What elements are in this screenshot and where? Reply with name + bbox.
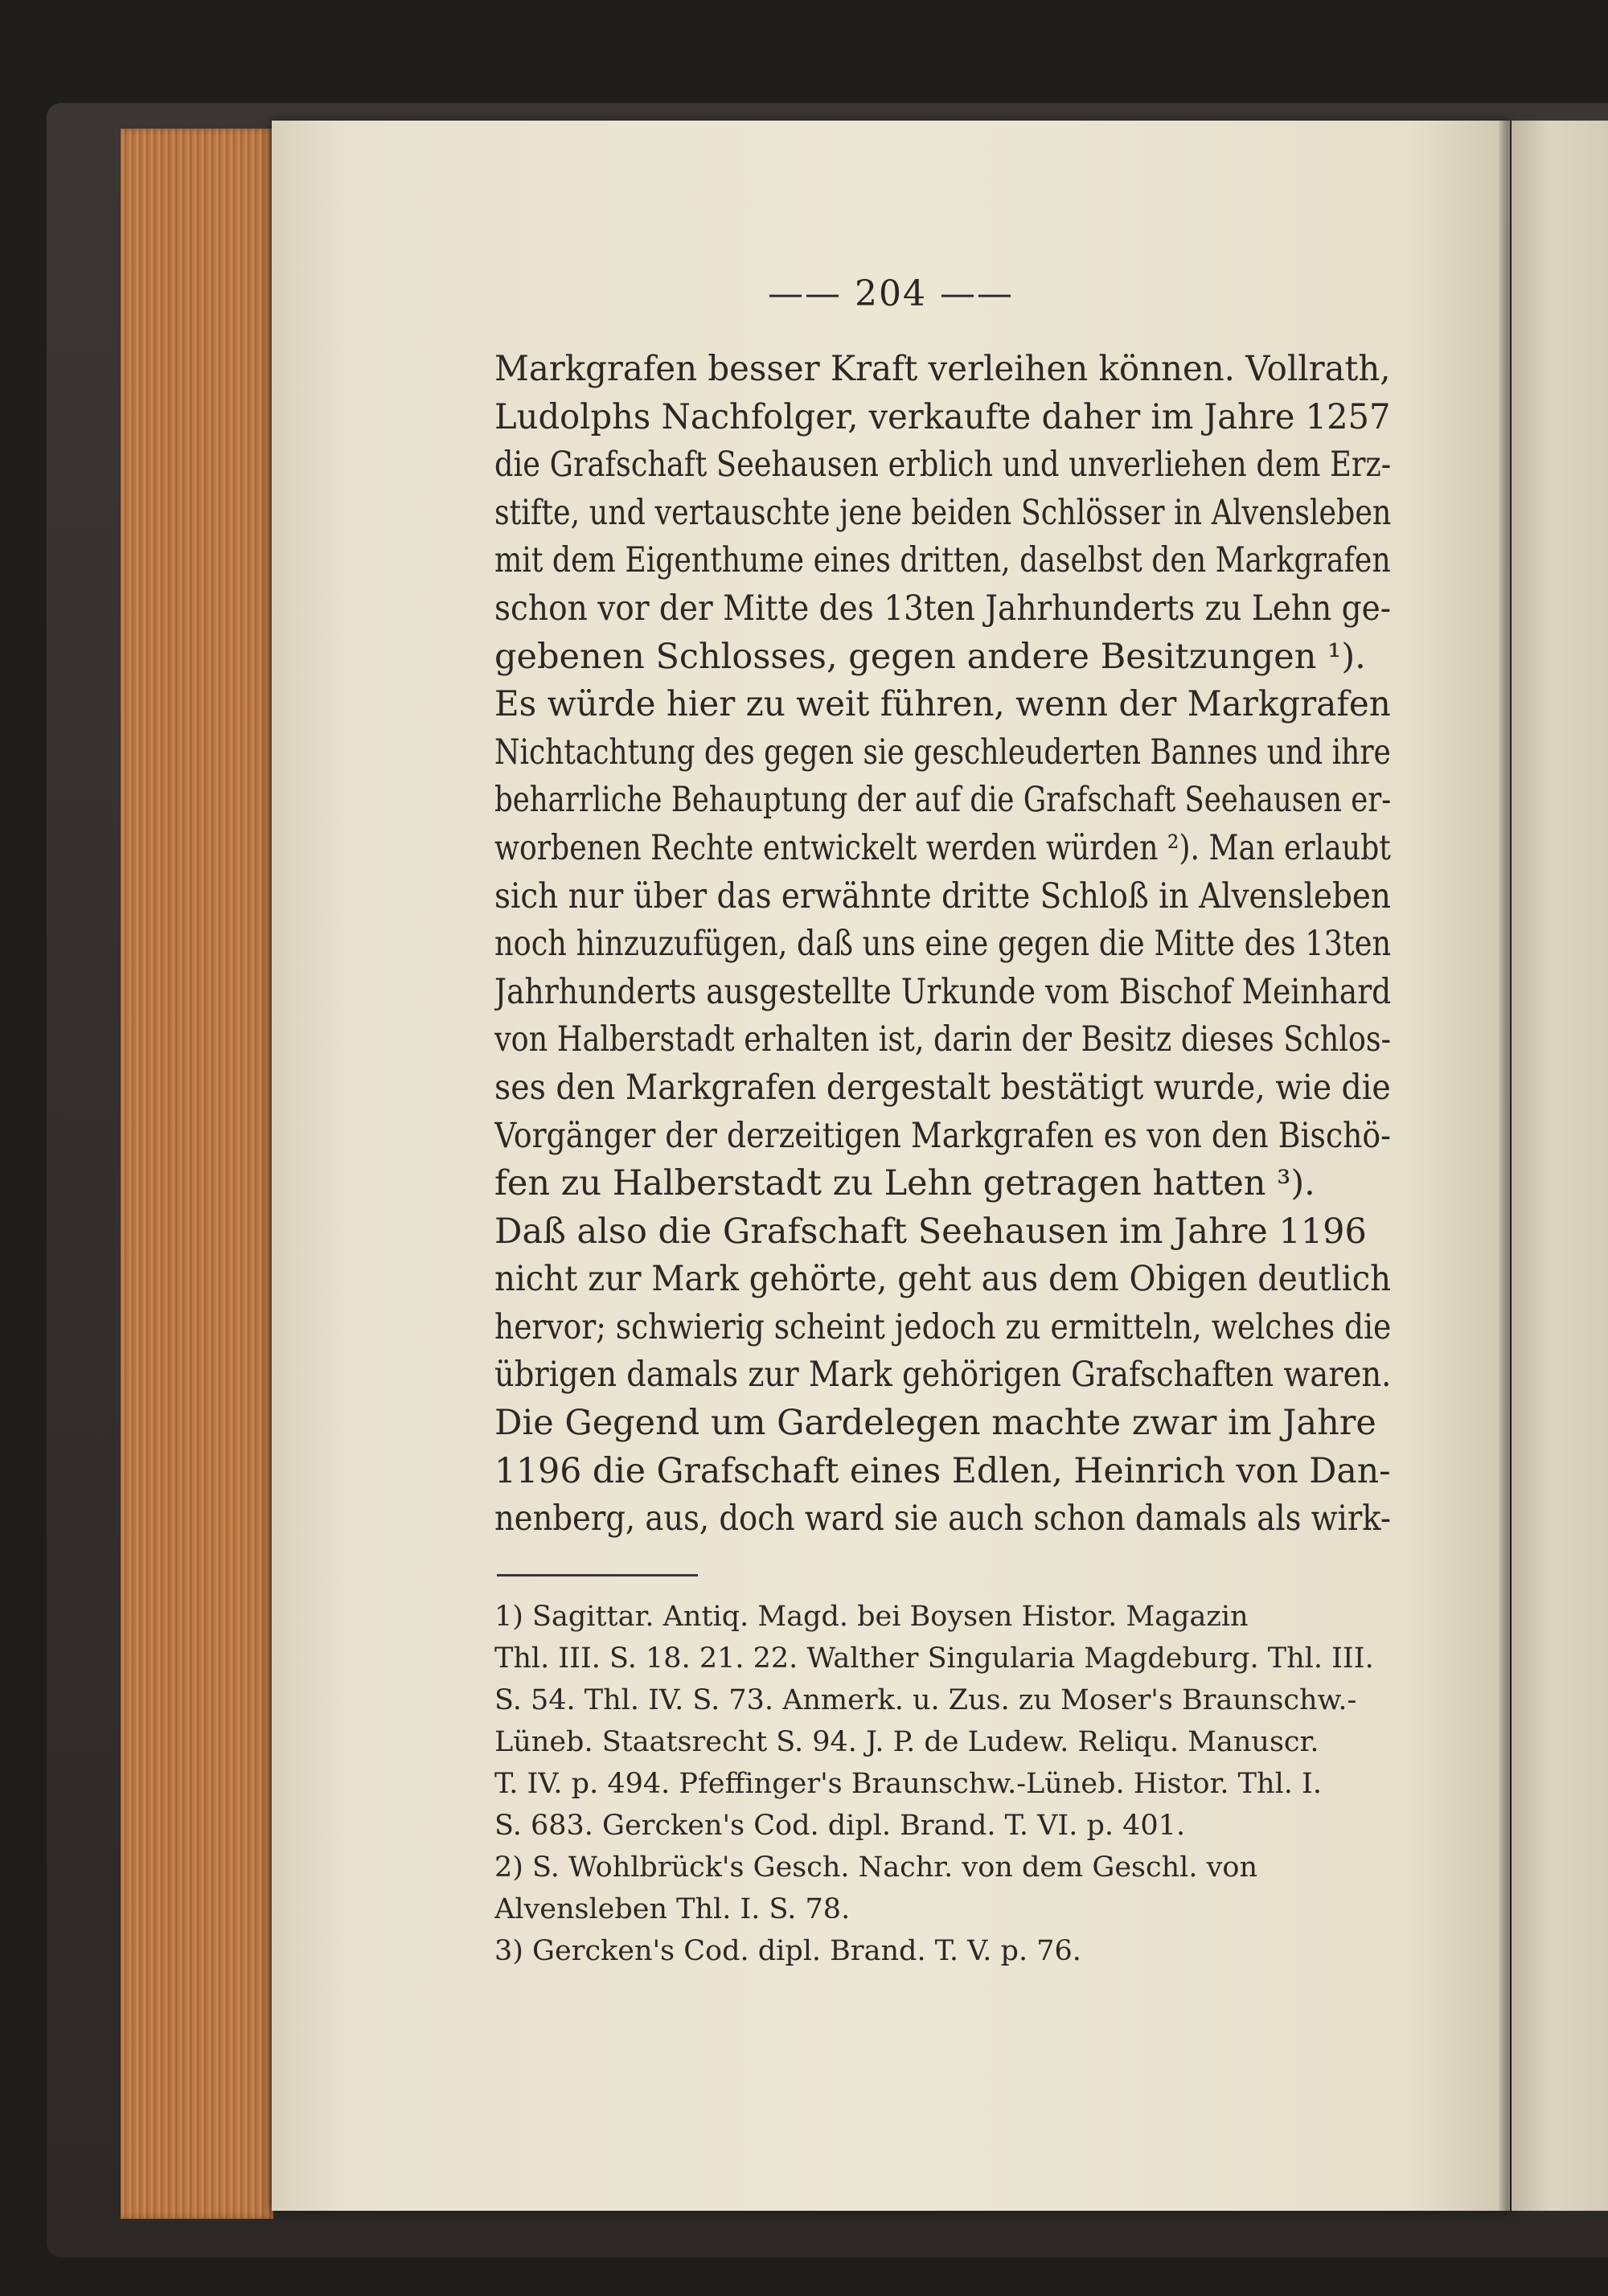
text-line: nicht zur Mark gehörte, geht aus dem Obigen deutlich: [494, 1259, 1391, 1300]
text-line: die Grafschaft Seehausen erblich und unverliehen dem Erz-: [494, 445, 1391, 486]
text-line: fen zu Halberstadt zu Lehn getragen hatten ³).: [494, 1163, 1315, 1204]
page-number: [272, 273, 1510, 314]
text-line: von Halberstadt erhalten ist, darin der Besitz dieses Schlos-: [494, 1019, 1391, 1060]
text-line: Nichtachtung des gegen sie geschleuderten Bannes und ihre: [494, 732, 1391, 773]
text-line: ses den Markgrafen dergestalt bestätigt wurde, wie die: [494, 1067, 1391, 1108]
text-line: nenberg, aus, doch ward sie auch schon damals als wirk-: [494, 1499, 1391, 1540]
text-line: mit dem Eigenthume eines dritten, daselbst den Markgrafen: [494, 540, 1391, 581]
text-line: schon vor der Mitte des 13ten Jahrhunderts zu Lehn ge-: [494, 588, 1391, 629]
page-number-dash-right: ——: [939, 273, 1014, 314]
facing-page: [1512, 121, 1608, 2211]
page-edges: [121, 129, 273, 2219]
footnote-line: 3) Gercken's Cod. dipl. Brand. T. V. p. 76.: [494, 1935, 1081, 1967]
text-line: stifte, und vertauschte jene beiden Schlösser in Alvensleben: [494, 492, 1391, 533]
footnotes: [494, 1596, 1391, 1972]
text-line: 1196 die Grafschaft eines Edlen, Heinrich von Dan-: [494, 1450, 1391, 1491]
footnote-line: Lüneb. Staatsrecht S. 94. J. P. de Ludew. Reliqu. Manuscr.: [494, 1726, 1319, 1758]
text-line: Daß also die Grafschaft Seehausen im Jahre 1196: [494, 1211, 1367, 1252]
text-line: gebenen Schlosses, gegen andere Besitzungen ¹).: [494, 636, 1366, 677]
footnote-line: T. IV. p. 494. Pfeffinger's Braunschw.-Lüneb. Histor. Thl. I.: [494, 1768, 1322, 1800]
text-line: Die Gegend um Gardelegen machte zwar im Jahre: [494, 1403, 1376, 1444]
footnote-rule: [497, 1574, 698, 1576]
text-line: noch hinzuzufügen, daß uns eine gegen die Mitte des 13ten: [494, 924, 1391, 965]
text-line: beharrliche Behauptung der auf die Grafschaft Seehausen er-: [494, 780, 1391, 821]
footnote-line: S. 683. Gercken's Cod. dipl. Brand. T. VI. p. 401.: [494, 1810, 1186, 1842]
text-line: Vorgänger der derzeitigen Markgrafen es von den Bischö-: [494, 1115, 1391, 1156]
text-line: Ludolphs Nachfolger, verkaufte daher im Jahre 1257: [494, 396, 1391, 437]
text-line: worbenen Rechte entwickelt werden würden ²). Man erlaubt: [494, 827, 1391, 868]
text-line: hervor; schwierig scheint jedoch zu ermitteln, welches die: [494, 1306, 1391, 1347]
text-line: Es würde hier zu weit führen, wenn der Markgrafen: [494, 684, 1391, 725]
footnote-line: Alvensleben Thl. I. S. 78.: [494, 1893, 851, 1925]
footnote-line: 1) Sagittar. Antiq. Magd. bei Boysen Histor. Magazin: [494, 1601, 1249, 1633]
text-line: Markgrafen besser Kraft verleihen können. Vollrath,: [494, 349, 1391, 389]
main-text-block: [494, 346, 1391, 1544]
text-line: Jahrhunderts ausgestellte Urkunde vom Bischof Meinhard: [494, 971, 1391, 1012]
page-number-value: 204: [855, 273, 927, 314]
text-line: sich nur über das erwähnte dritte Schloß in Alvensleben: [494, 875, 1391, 916]
footnote-line: S. 54. Thl. IV. S. 73. Anmerk. u. Zus. zu Moser's Braunschw.-: [494, 1684, 1357, 1716]
page-number-dash-left: ——: [768, 273, 842, 314]
footnote-line: Thl. III. S. 18. 21. 22. Walther Singularia Magdeburg. Thl. III.: [494, 1642, 1374, 1675]
footnote-line: 2) S. Wohlbrück's Gesch. Nachr. von dem Geschl. von: [494, 1851, 1257, 1884]
text-line: übrigen damals zur Mark gehörigen Grafschaften waren.: [494, 1355, 1391, 1396]
